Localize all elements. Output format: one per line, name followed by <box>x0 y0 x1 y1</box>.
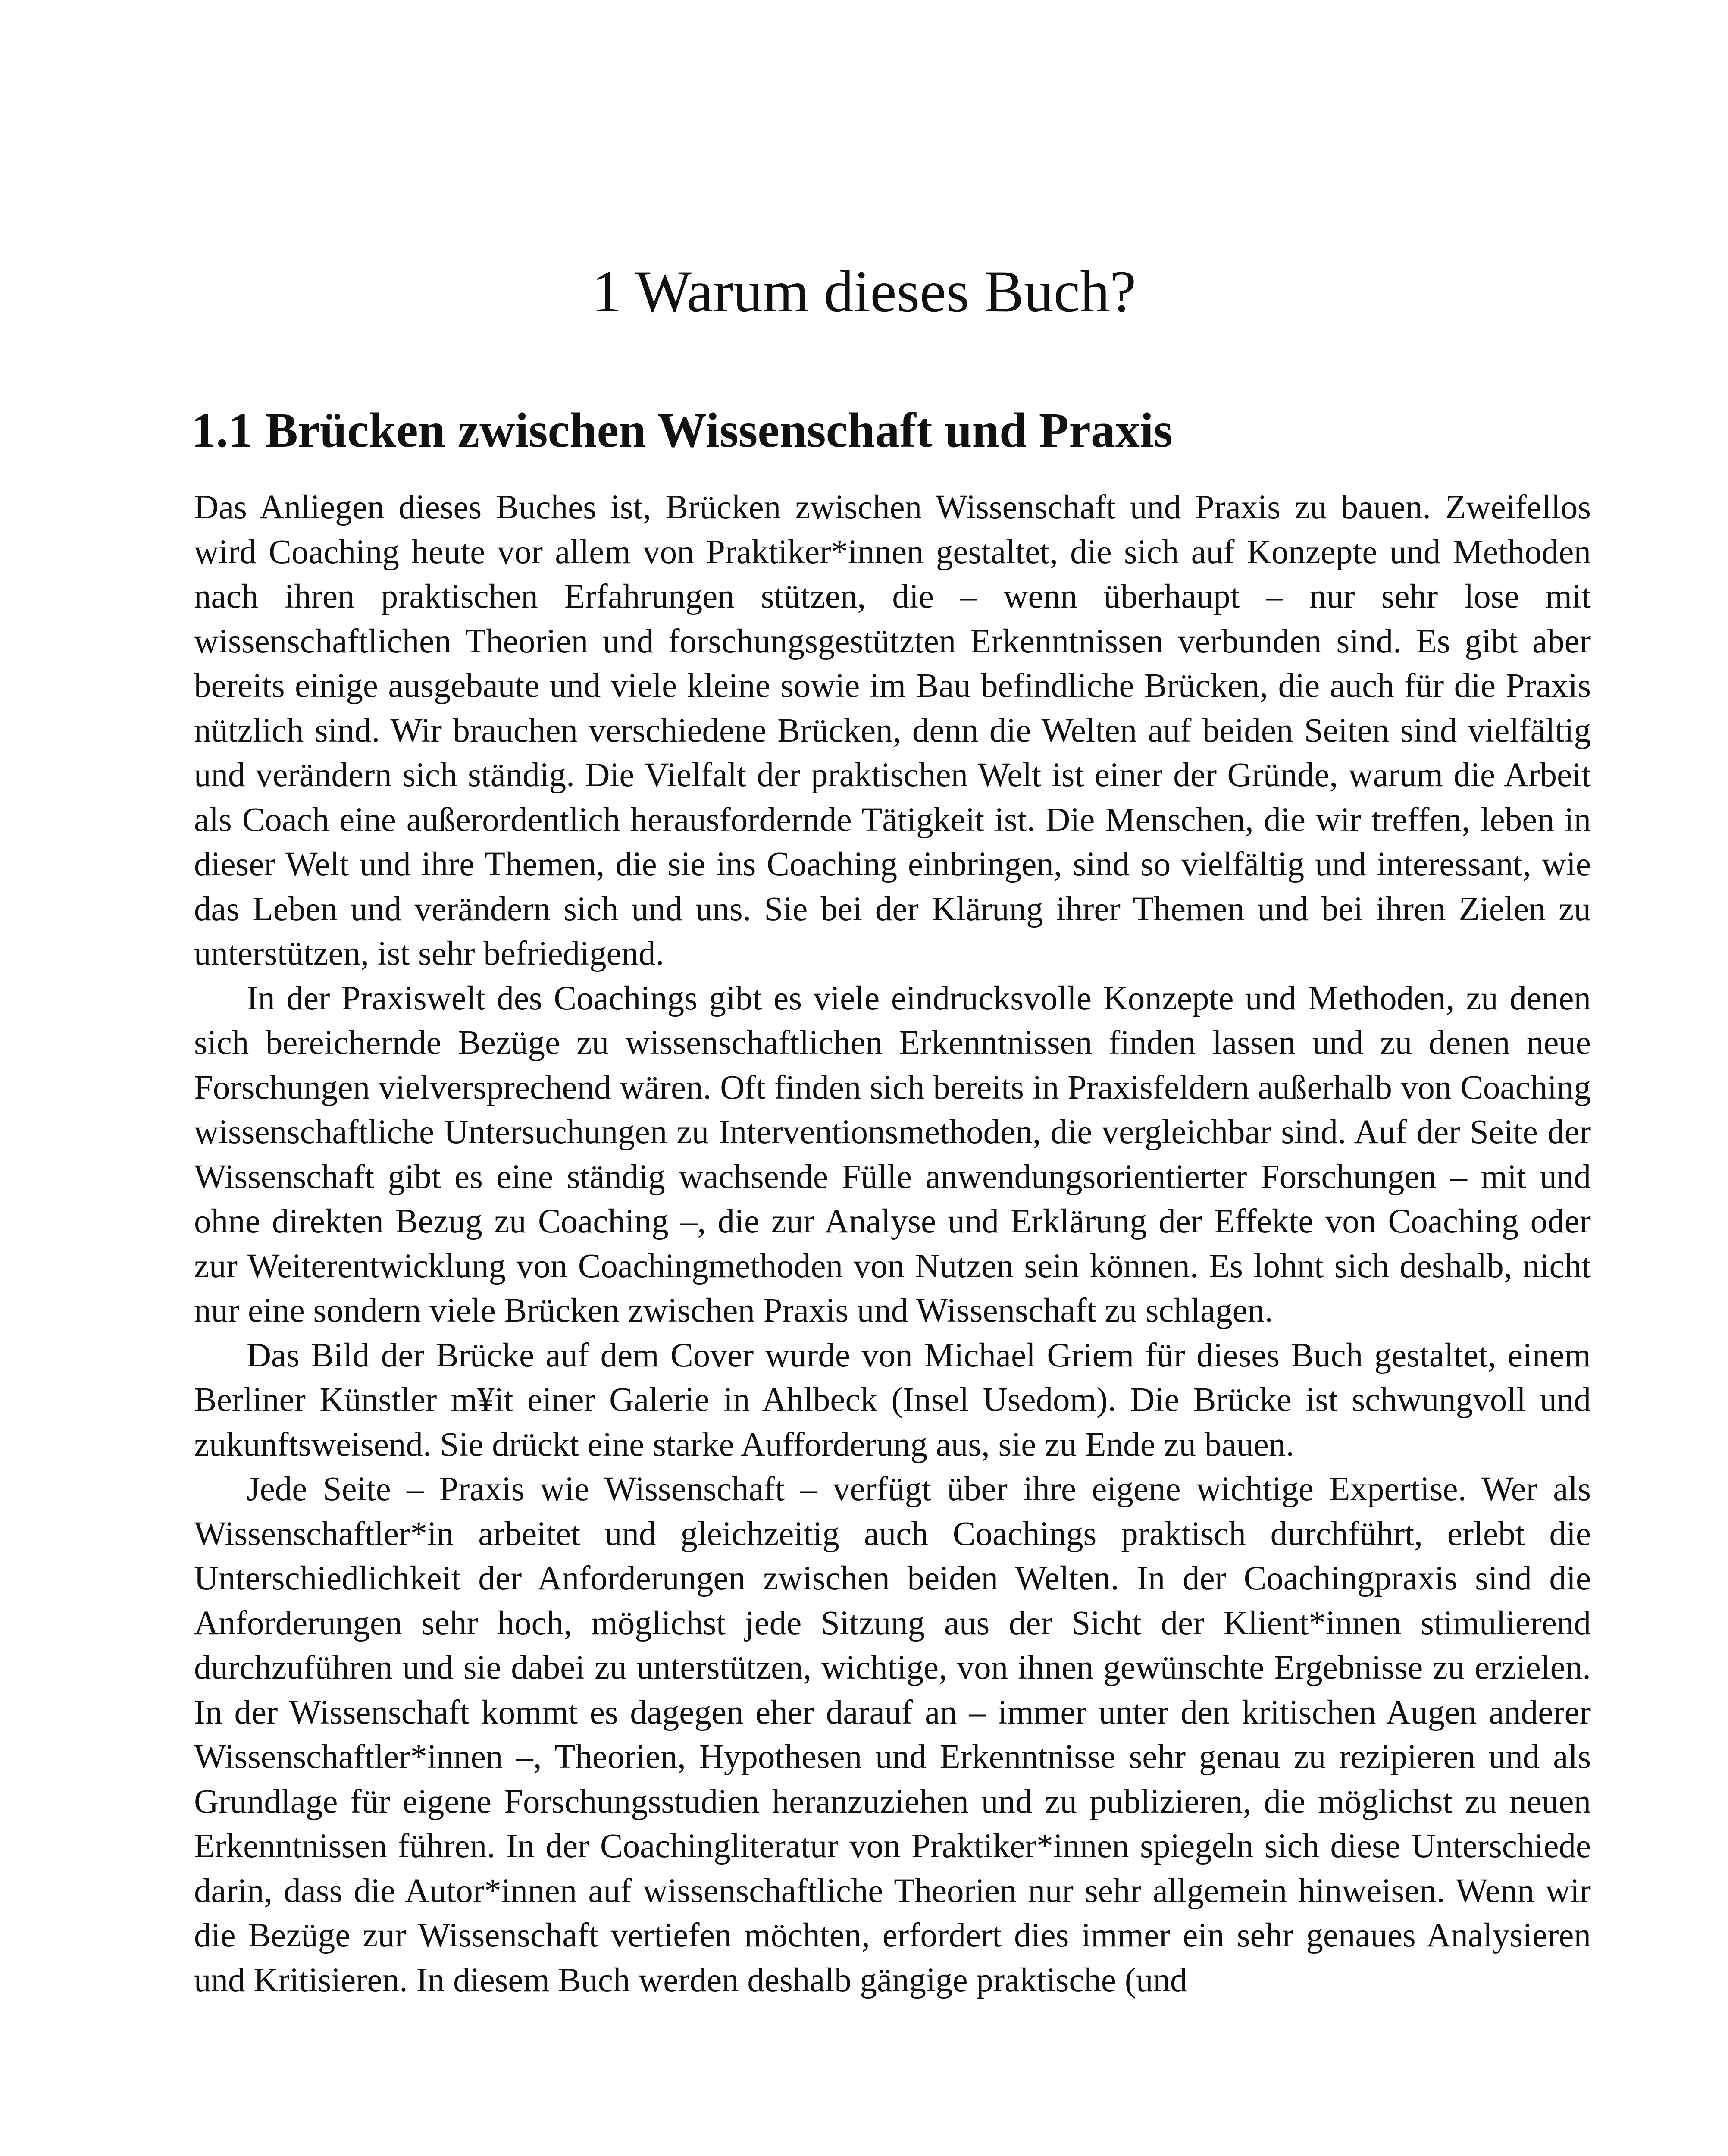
paragraph: Das Bild der Brücke auf dem Cover wurde von Michael Griem für dieses Buch gestaltet, einem Berliner Künstler m¥it einer Galerie in Ahlbeck (Insel Usedom). Die Brücke ist schwungvoll und zukunftsweisend. Sie drückt eine starke Aufforderung aus, sie zu Ende zu bauen. <box>194 1336 1591 1463</box>
paragraph: Jede Seite – Praxis wie Wissenschaft – verfügt über ihre eigene wichtige Expertise. Wer als Wissenschaftler*in arbeitet und gleichzeitig auch Coachings praktisch durchführt, erlebt die Unterschiedlichkeit der Anforderungen zwischen beiden Welten. In der Coachingpraxis sind die Anforderungen sehr hoch, möglichst jede Sitzung aus der Sicht der Klient*innen stimulierend durchzuführen und sie dabei zu unterstützen, wichtige, von ihnen gewünschte Ergebnisse zu erzielen. In der Wissenschaft kommt es dagegen eher darauf an – immer unter den kritischen Augen anderer Wissenschaftler*innen –, Theorien, Hypothesen und Erkenntnisse sehr genau zu rezipieren und als Grundlage für eigene Forschungsstudien heranzuziehen und zu publizieren, die möglichst zu neuen Erkenntnissen führen. In der Coachingliteratur von Praktiker*innen spiegeln sich diese Unterschiede darin, dass die Autor*innen auf wissenschaftliche Theorien nur sehr allgemein hinweisen. Wenn wir die Bezüge zur Wissenschaft vertiefen möchten, erfordert dies immer ein sehr genaues Analysieren und Kritisieren. In diesem Buch werden deshalb gängige praktische (und <box>194 1470 1591 1999</box>
paragraph: In der Praxiswelt des Coachings gibt es viele eindrucksvolle Konzepte und Methoden, zu denen sich bereichernde Bezüge zu wissenschaftlichen Erkenntnissen finden lassen und zu denen neue Forschungen vielversprechend wären. Oft finden sich bereits in Praxisfeldern außerhalb von Coaching wissenschaftliche Untersuchungen zu Interventionsmethoden, die vergleichbar sind. Auf der Seite der Wissenschaft gibt es eine ständig wachsende Fülle anwendungsorientierter Forschungen – mit und ohne direkten Bezug zu Coaching –, die zur Analyse und Erklärung der Effekte von Coaching oder zur Weiterentwicklung von Coachingmethoden von Nutzen sein können. Es lohnt sich deshalb, nicht nur eine sondern viele Brücken zwischen Praxis und Wissenschaft zu schlagen. <box>194 979 1591 1329</box>
chapter-title: 1 Warum dieses Buch? <box>592 258 1136 324</box>
section-title: 1.1 Brücken zwischen Wissenschaft und Praxis <box>191 403 1173 458</box>
paragraph: Das Anliegen dieses Buches ist, Brücken zwischen Wissenschaft und Praxis zu bauen. Zweifellos wird Coaching heute vor allem von Praktiker*innen gestaltet, die sich auf Konzepte und Methoden nach ihren praktischen Erfahrungen stützen, die – wenn überhaupt – nur sehr lose mit wissenschaftlichen Theorien und forschungsgestützten Erkenntnissen verbunden sind. Es gibt aber bereits einige ausgebaute und viele kleine sowie im Bau befindliche Brücken, die auch für die Praxis nützlich sind. Wir brauchen verschiedene Brücken, denn die Welten auf beiden Seiten sind vielfältig und verändern sich ständig. Die Vielfalt der praktischen Welt ist einer der Gründe, warum die Arbeit als Coach eine außerordentlich herausfordernde Tätigkeit ist. Die Menschen, die wir treffen, leben in dieser Welt und ihre Themen, die sie ins Coaching einbringen, sind so vielfältig und interessant, wie das Leben und verändern sich und uns. Sie bei der Klärung ihrer Themen und bei ihren Zielen zu unterstützen, ist sehr befriedigend. <box>194 489 1591 972</box>
body-text <box>194 485 1591 2002</box>
